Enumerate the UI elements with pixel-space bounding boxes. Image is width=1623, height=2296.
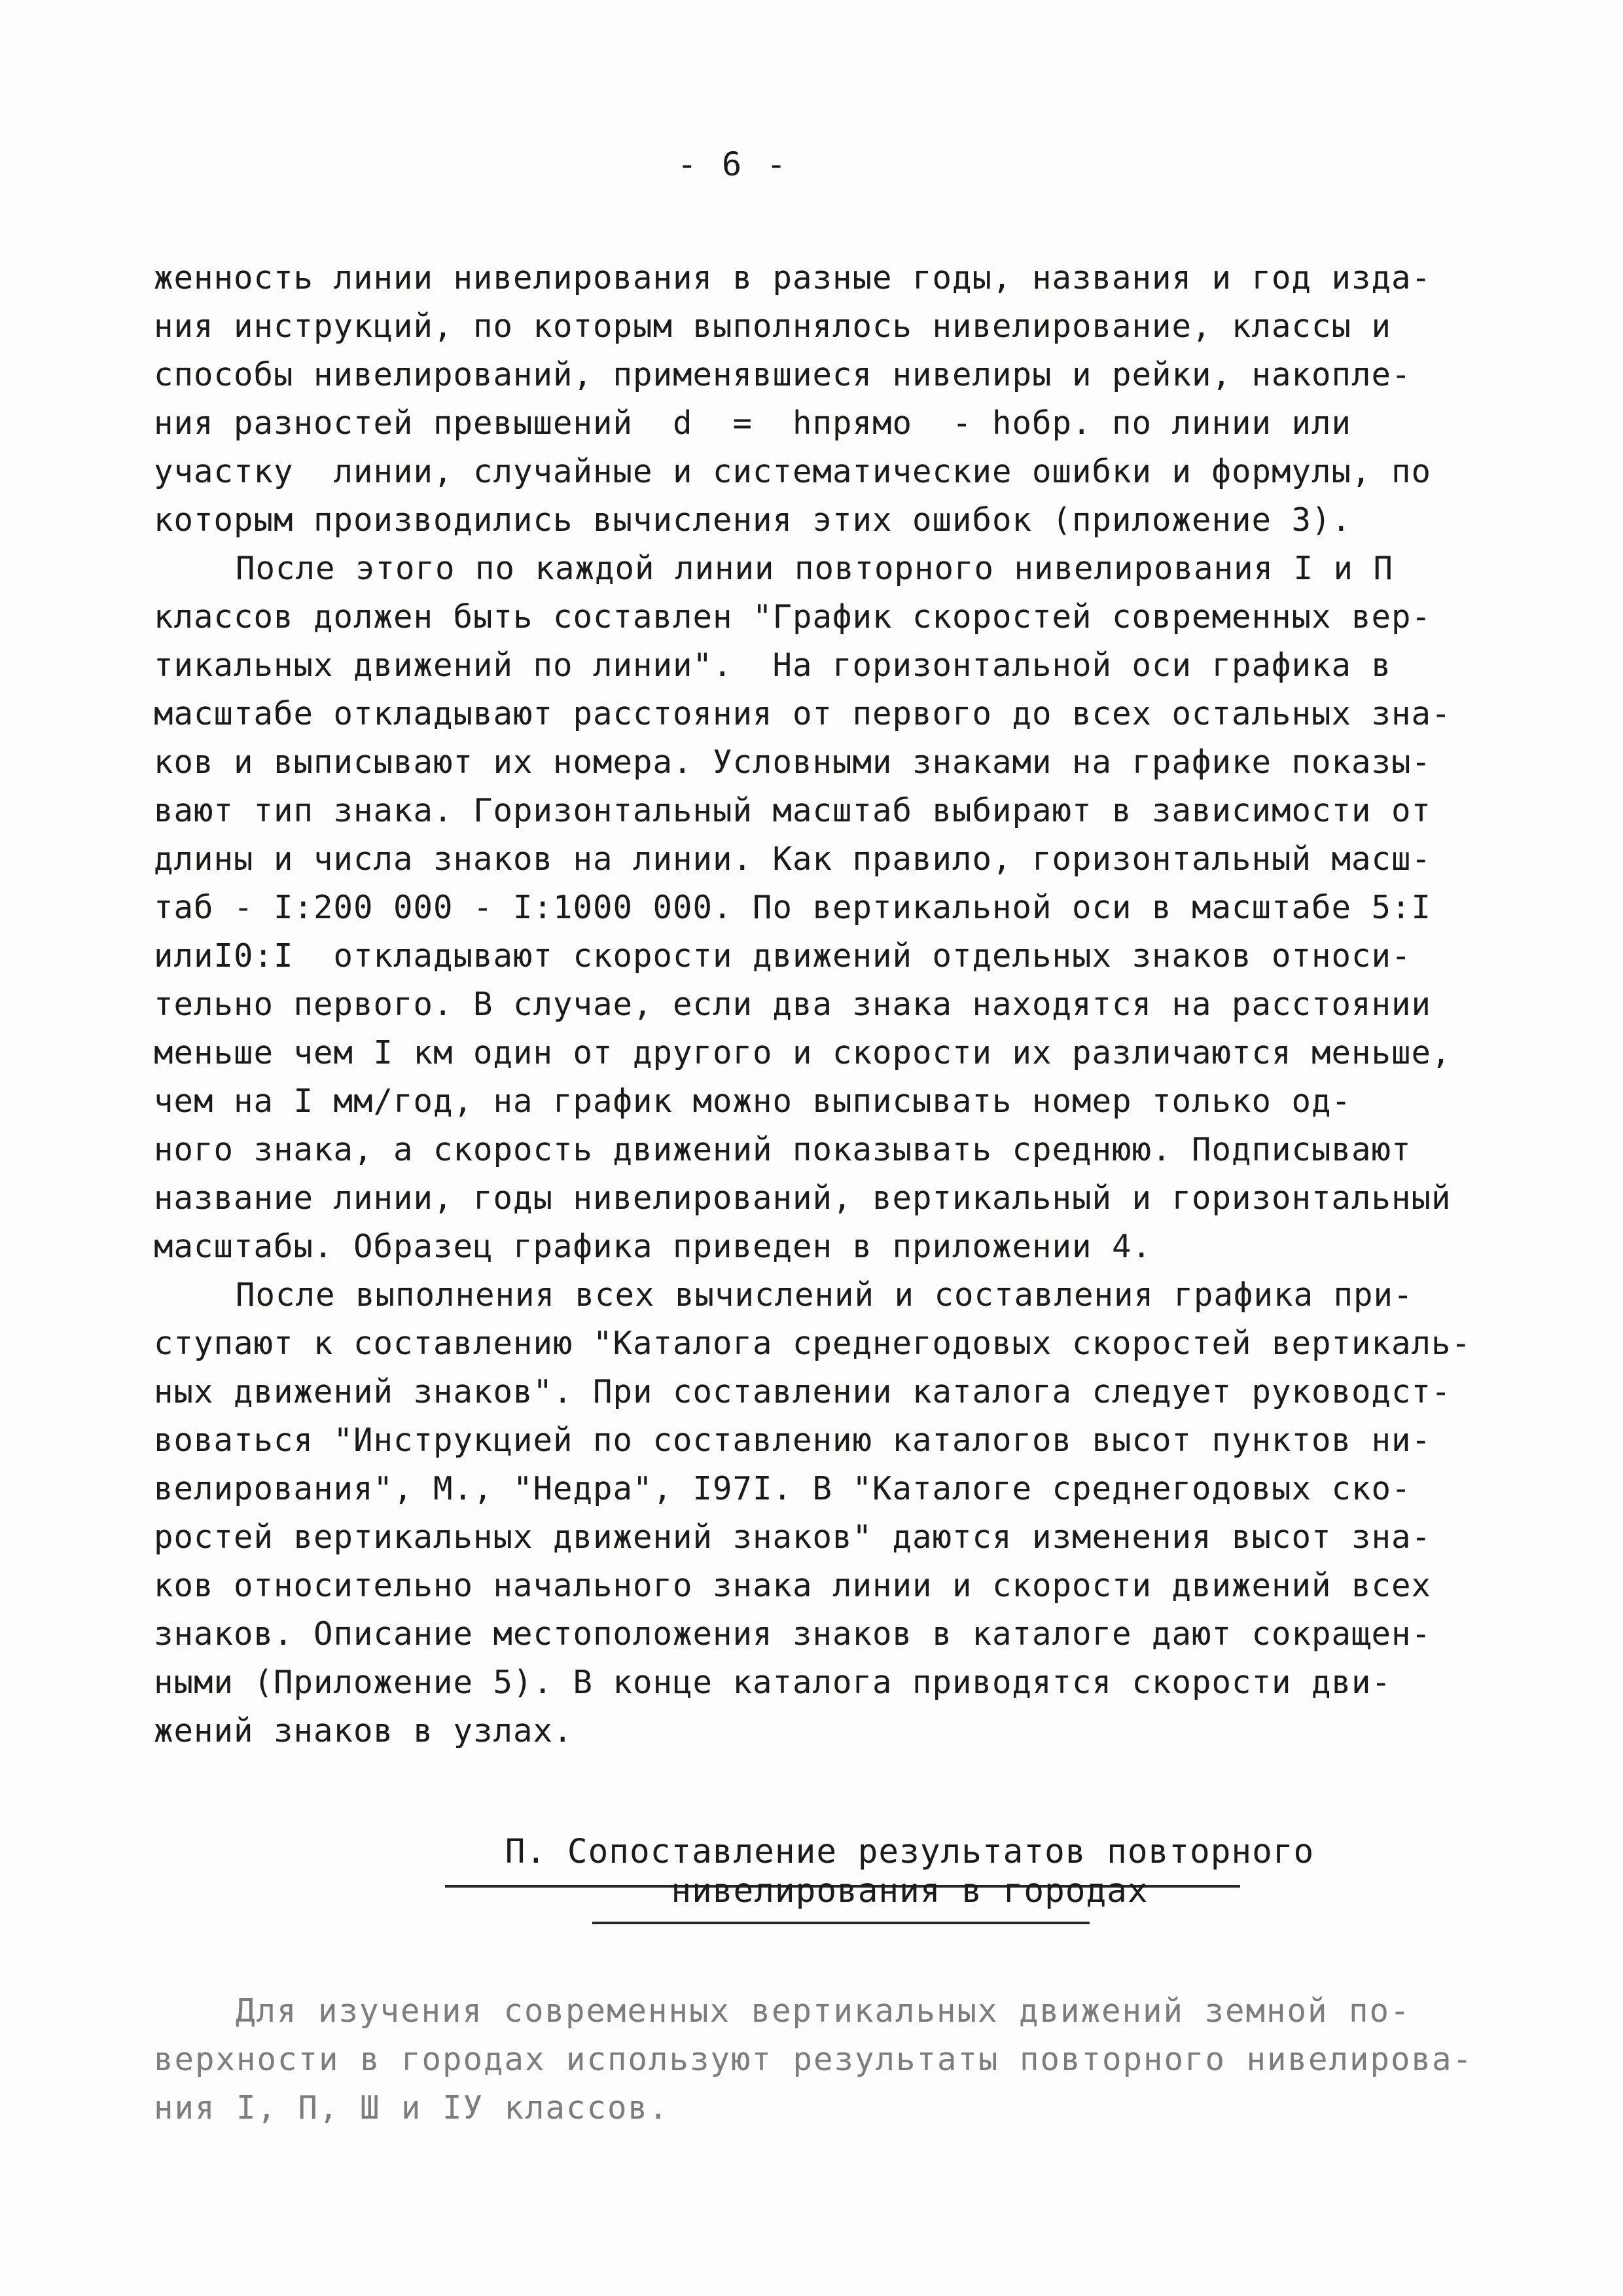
paragraph2-line: тельно первого. В случае, если два знака находятся на расстоянии <box>154 986 1432 1023</box>
section-heading-line2: нивелирования в городах <box>671 1872 1149 1910</box>
paragraph3-line: ков относительно начального знака линии и скорости движений всех <box>154 1567 1432 1604</box>
paragraph2-line: чем на I мм/год, на график можно выписывать номер только од- <box>154 1083 1352 1120</box>
paragraph2-line: меньше чем I км один от другого и скорости их различаются меньше, <box>154 1034 1452 1071</box>
paragraph2-line: вают тип знака. Горизонтальный масштаб выбирают в зависимости от <box>154 792 1432 829</box>
paragraph2-line: классов должен быть составлен "График скоростей современных вер- <box>154 598 1432 636</box>
paragraph3-line: После выполнения всех вычислений и составления графика при- <box>236 1276 1414 1314</box>
paragraph1-line: которым производились вычисления этих ошибок (приложение 3). <box>154 501 1352 539</box>
paragraph4-line: верхности в городах используют результаты повторного нивелирова- <box>154 2041 1474 2078</box>
paragraph4-line: Для изучения современных вертикальных движений земной по- <box>236 1992 1411 2030</box>
paragraph3-line: ступают к составлению "Каталога среднегодовых скоростей вертикаль- <box>154 1325 1472 1362</box>
paragraph3-line: жений знаков в узлах. <box>154 1712 573 1749</box>
paragraph3-line: знаков. Описание местоположения знаков в каталоге дают сокращен- <box>154 1615 1432 1653</box>
paragraph1-line: способы нивелирований, применявшиеся нивелиры и рейки, накопле- <box>154 356 1412 393</box>
paragraph2-line: название линии, годы нивелирований, вертикальный и горизонтальный <box>154 1179 1452 1217</box>
paragraph2-line: масштабе откладывают расстояния от первого до всех остальных зна- <box>154 695 1452 732</box>
paragraph2-line: ного знака, а скорость движений показывать среднюю. Подписывают <box>154 1131 1412 1168</box>
paragraph1-line: ния инструкций, по которым выполнялось нивелирование, классы и <box>154 308 1392 345</box>
paragraph1-line: участку линии, случайные и систематические ошибки и формулы, по <box>154 453 1432 490</box>
heading-underline-2 <box>592 1922 1090 1924</box>
paragraph2-line: тикальных движений по линии". На горизонтальной оси графика в <box>154 647 1392 684</box>
page-number: - 6 - <box>677 145 789 183</box>
paragraph2-line: таб - I:200 000 - I:1000 000. По вертикальной оси в масштабе 5:I <box>154 889 1432 926</box>
paragraph4-line: ния I, П, Ш и IУ классов. <box>154 2089 669 2126</box>
paragraph2-line: ков и выписывают их номера. Условными знаками на графике показы- <box>154 744 1432 781</box>
paragraph3-line: велирования", М., "Недра", I97I. В "Каталоге среднегодовых ско- <box>154 1470 1412 1507</box>
paragraph2-line: После этого по каждой линии повторного нивелирования I и П <box>236 550 1394 587</box>
paragraph3-line: воваться "Инструкцией по составлению каталогов высот пунктов ни- <box>154 1422 1432 1459</box>
paragraph2-line: масштабы. Образец графика приведен в приложении 4. <box>154 1228 1152 1265</box>
section-heading-line1: П. Сопоставление результатов повторного <box>505 1833 1315 1871</box>
paragraph2-line: длины и числа знаков на линии. Как правило, горизонтальный масш- <box>154 840 1432 878</box>
paragraph1-line: ния разностей превышений d = hпрямо - hобр. по линии или <box>154 404 1352 442</box>
paragraph3-line: ростей вертикальных движений знаков" даются изменения высот зна- <box>154 1518 1432 1556</box>
paragraph1-line: женность линии нивелирования в разные годы, названия и год изда- <box>154 259 1432 296</box>
paragraph2-line: илиI0:I откладывают скорости движений отдельных знаков относи- <box>154 937 1412 975</box>
paragraph3-line: ных движений знаков". При составлении каталога следует руководст- <box>154 1373 1452 1410</box>
paragraph3-line: ными (Приложение 5). В конце каталога приводятся скорости дви- <box>154 1664 1392 1701</box>
